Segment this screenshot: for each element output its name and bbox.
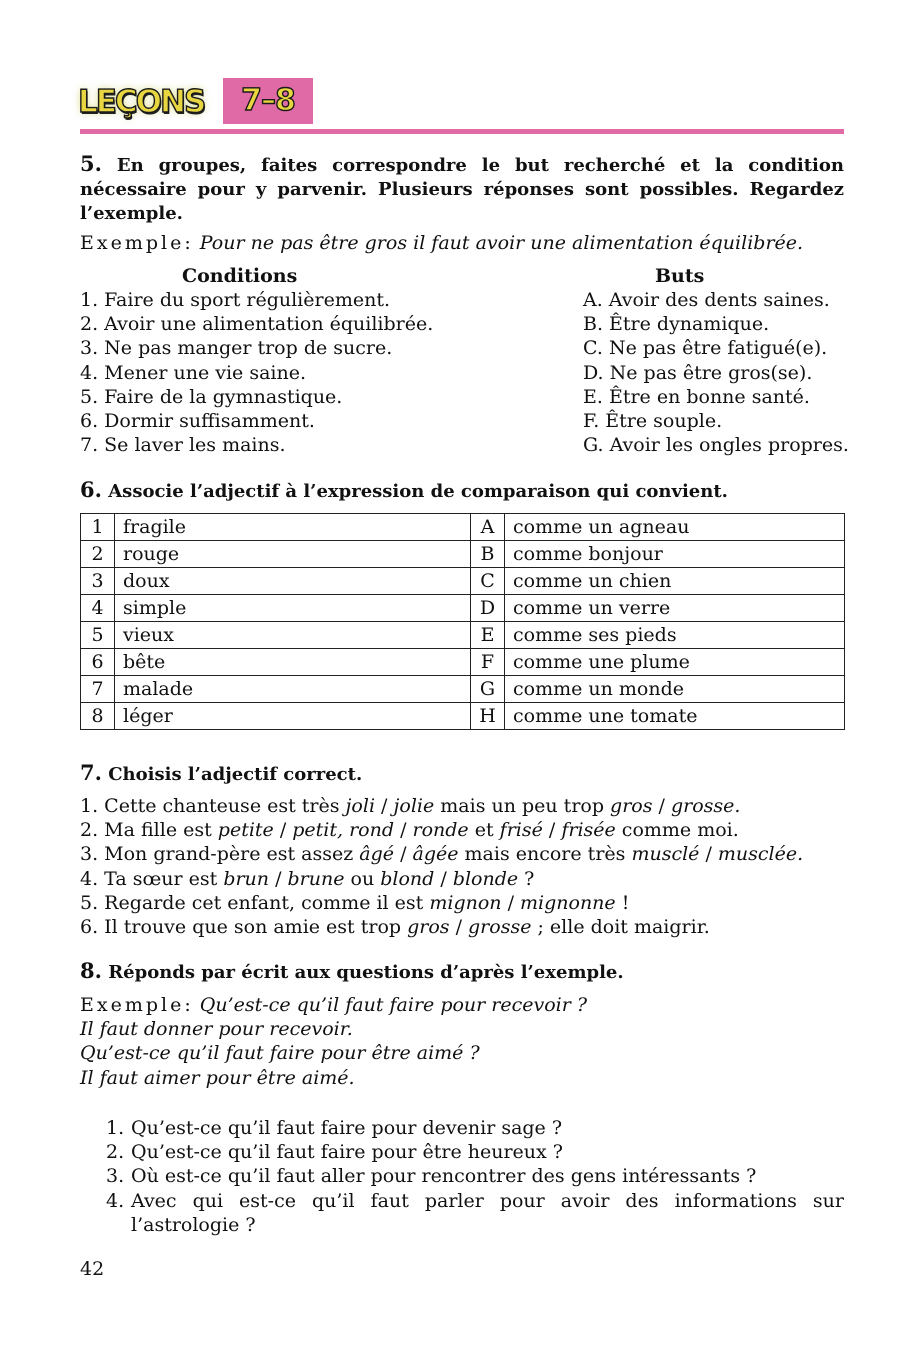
condition-item: 6. Dormir suffisamment. xyxy=(80,410,315,433)
ex8-instruction xyxy=(80,959,844,985)
expression-cell: comme bonjour xyxy=(505,541,845,568)
ex8-example-line: Il faut donner pour recevoir. xyxy=(80,1018,353,1041)
goal-item: F. Être souple. xyxy=(583,410,723,433)
ex5-example-label: Exemple: xyxy=(80,232,194,254)
adjective-cell: rouge xyxy=(115,541,471,568)
table-row xyxy=(81,568,845,595)
conditions-list xyxy=(80,288,433,457)
ex5-instruction xyxy=(80,152,844,226)
ex8-number: 8. xyxy=(80,958,102,983)
adjective-cell: simple xyxy=(115,595,471,622)
row-number: 1 xyxy=(81,514,115,541)
ex7-instruction xyxy=(80,761,844,787)
goal-item: G. Avoir les ongles propres. xyxy=(583,434,849,457)
row-letter: A xyxy=(471,514,505,541)
ex8-text: Réponds par écrit aux questions d’après l’exemple. xyxy=(108,962,624,983)
table-row xyxy=(81,595,845,622)
expression-cell: comme un agneau xyxy=(505,514,845,541)
question-item: 3. Où est-ce qu’il faut aller pour rencontrer des gens intéressants ? xyxy=(106,1165,757,1188)
adjective-cell: léger xyxy=(115,703,471,730)
ex8-example xyxy=(80,993,844,1090)
ex8-example-line: Il faut aimer pour être aimé. xyxy=(80,1066,355,1089)
table-row xyxy=(81,514,845,541)
sentence-5: 5. Regarde cet enfant, comme il est mignon / mignonne ! xyxy=(80,891,630,914)
condition-item: 7. Se laver les mains. xyxy=(80,434,286,457)
adjective-cell: vieux xyxy=(115,622,471,649)
sentence-1: 1. Cette chanteuse est très joli / jolie mais un peu trop gros / grosse. xyxy=(80,795,741,817)
ex5-text: En groupes, faites correspondre le but recherché et la condition nécessaire pour y parvenir. Plusieurs réponses sont possibles. Regardez l’exemple. xyxy=(80,155,844,224)
row-number: 7 xyxy=(81,676,115,703)
expression-cell: comme une tomate xyxy=(505,703,845,730)
adjective-cell: doux xyxy=(115,568,471,595)
condition-item: 1. Faire du sport régulièrement. xyxy=(80,289,391,311)
page-number: 42 xyxy=(80,1258,105,1280)
header-divider xyxy=(80,129,844,134)
row-letter: F xyxy=(471,649,505,676)
goal-item: C. Ne pas être fatigué(e). xyxy=(583,337,828,360)
table-row xyxy=(81,622,845,649)
expression-cell: comme une plume xyxy=(505,649,845,676)
conditions-heading: Conditions xyxy=(182,265,298,287)
ex8-questions xyxy=(106,1116,844,1237)
ex8-example-label: Exemple: xyxy=(80,994,194,1016)
ex6-number: 6. xyxy=(80,477,102,502)
lessons-label: LEÇONS xyxy=(78,84,205,120)
expression-cell: comme un chien xyxy=(505,568,845,595)
row-number: 6 xyxy=(81,649,115,676)
table-row xyxy=(81,649,845,676)
row-letter: C xyxy=(471,568,505,595)
question-item: 1. Qu’est-ce qu’il faut faire pour devenir sage ? xyxy=(106,1117,563,1139)
ex5-example xyxy=(80,231,844,255)
row-number: 5 xyxy=(81,622,115,649)
condition-item: 2. Avoir une alimentation équilibrée. xyxy=(80,313,434,336)
ex5-number: 5. xyxy=(80,151,102,176)
ex7-text: Choisis l’adjectif correct. xyxy=(108,764,363,785)
goals-heading: Buts xyxy=(655,265,705,287)
sentence-6: 6. Il trouve que son amie est trop gros / grosse ; elle doit maigrir. xyxy=(80,916,710,939)
ex8-example-line: Exemple: Qu’est-ce qu’il faut faire pour recevoir ? xyxy=(80,994,588,1016)
goals-list xyxy=(583,288,849,457)
goal-item: D. Ne pas être gros(se). xyxy=(583,361,813,384)
adjective-cell: bête xyxy=(115,649,471,676)
adjective-cell: malade xyxy=(115,676,471,703)
row-letter: D xyxy=(471,595,505,622)
sentence-3: 3. Mon grand-père est assez âgé / âgée mais encore très musclé / musclée. xyxy=(80,843,804,866)
sentence-2: 2. Ma fille est petite / petit, rond / ronde et frisé / frisée comme moi. xyxy=(80,819,739,842)
expression-cell: comme ses pieds xyxy=(505,622,845,649)
question-item: 4. Avec qui est-ce qu’il faut parler pour avoir des informations sur l’astrologie ? xyxy=(106,1189,844,1236)
ex5-example-text: Pour ne pas être gros il faut avoir une alimentation équilibrée. xyxy=(199,232,804,254)
row-number: 8 xyxy=(81,703,115,730)
table-row xyxy=(81,541,845,568)
ex7-number: 7. xyxy=(80,760,102,785)
sentence-4: 4. Ta sœur est brun / brune ou blond / blonde ? xyxy=(80,867,535,890)
ex6-text: Associe l’adjectif à l’expression de comparaison qui convient. xyxy=(108,481,728,502)
condition-item: 5. Faire de la gymnastique. xyxy=(80,385,343,408)
ex8-example-line: Qu’est-ce qu’il faut faire pour être aimé ? xyxy=(80,1042,480,1065)
condition-item: 4. Mener une vie saine. xyxy=(80,361,306,384)
question-item: 2. Qu’est-ce qu’il faut faire pour être heureux ? xyxy=(106,1141,563,1164)
condition-item: 3. Ne pas manger trop de sucre. xyxy=(80,337,393,360)
row-number: 2 xyxy=(81,541,115,568)
ex6-instruction xyxy=(80,478,844,504)
lesson-header xyxy=(76,78,844,126)
goal-item: E. Être en bonne santé. xyxy=(583,385,810,408)
goal-item: B. Être dynamique. xyxy=(583,313,770,336)
expression-cell: comme un verre xyxy=(505,595,845,622)
row-number: 3 xyxy=(81,568,115,595)
row-letter: H xyxy=(471,703,505,730)
row-number: 4 xyxy=(81,595,115,622)
ex7-sentences xyxy=(80,794,844,939)
comparison-table xyxy=(80,513,845,730)
table-row xyxy=(81,703,845,730)
lessons-badge xyxy=(223,78,313,124)
row-letter: B xyxy=(471,541,505,568)
lessons-range: 7–8 xyxy=(241,83,295,118)
row-letter: G xyxy=(471,676,505,703)
row-letter: E xyxy=(471,622,505,649)
adjective-cell: fragile xyxy=(115,514,471,541)
table-row xyxy=(81,676,845,703)
goal-item: A. Avoir des dents saines. xyxy=(583,289,830,311)
expression-cell: comme un monde xyxy=(505,676,845,703)
